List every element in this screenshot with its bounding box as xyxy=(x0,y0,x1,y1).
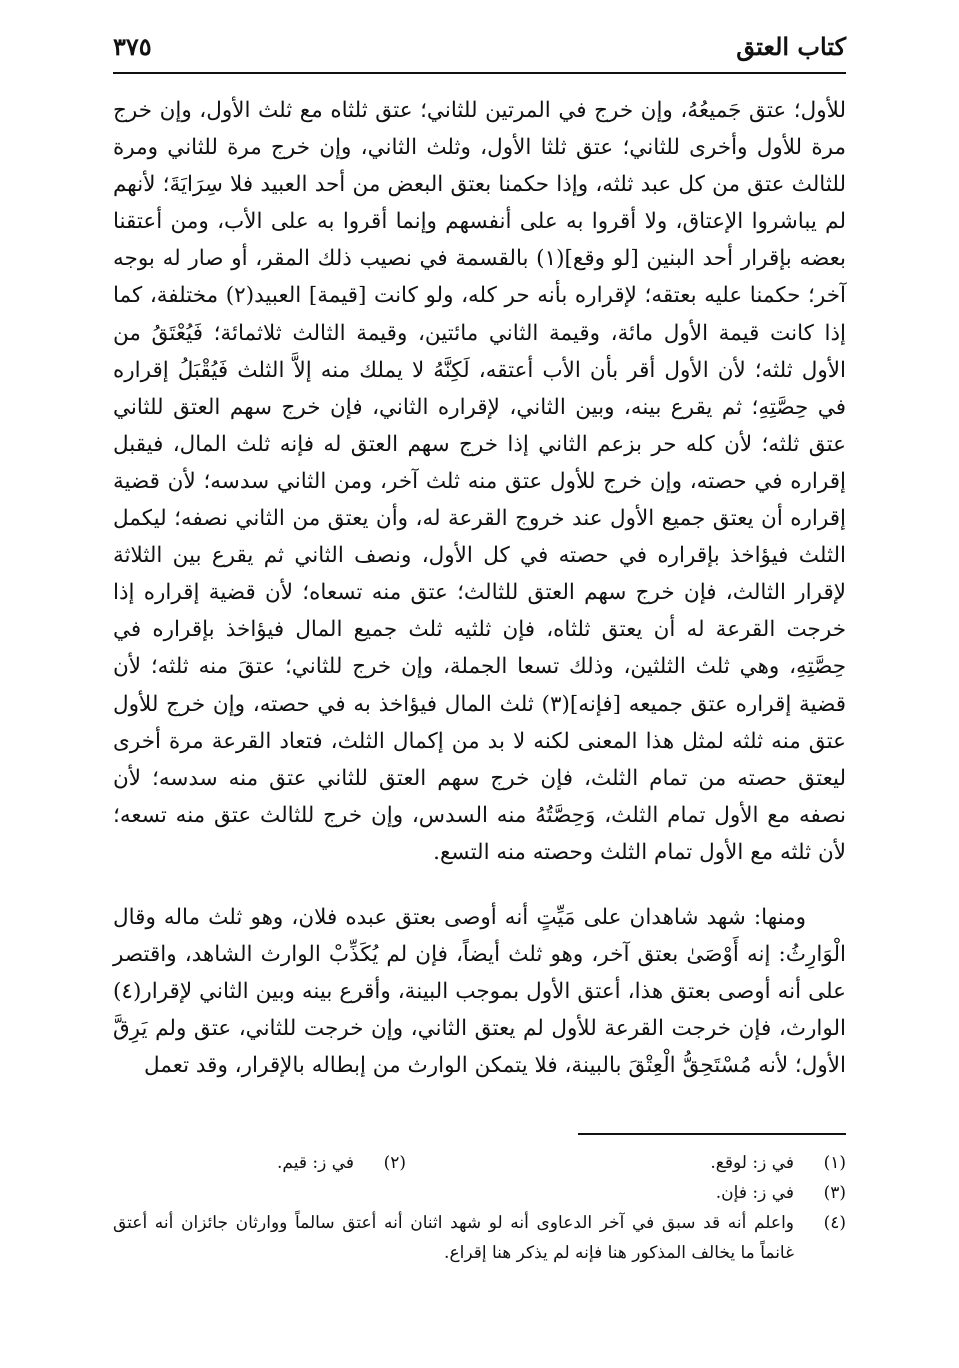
footnote-divider xyxy=(578,1133,846,1135)
footnote-3 xyxy=(113,1178,846,1208)
footnote-number: (١) xyxy=(823,1153,846,1173)
page-number: ٣٧٥ xyxy=(113,32,152,61)
footnote-text: في ز: فإن. xyxy=(715,1183,794,1203)
footnote-row xyxy=(113,1148,846,1178)
page-header xyxy=(113,28,846,74)
paragraph: للأول؛ عتق جَميعُهُ، وإن خرج في المرتين للثاني؛ عتق ثلثاه مع ثلث الأول، وإن خرج مرة للأول وأخرى للثاني؛ عتق ثلثا الأول، وثلث الثاني، وإن خرج مرة للثاني ومرة للثالث عتق من كل عبد ثلثه، وإذا حكمنا بعتق البعض من أحد العبيد فلا سِرَايَةَ؛ لأنهم لم يباشروا الإعتاق، ولا أقروا به على أنفسهم وإنما أقروا به على الأب، ومن أعتقنا بعضه بإقرار أحد البنين [لو وقع](١) بالقسمة في نصيب ذلك المقر، أو صار له بوجه آخر؛ حكمنا عليه بعتقه؛ لإقراره بأنه حر كله، ولو كانت [قيمة] العبيد(٢) مختلفة، كما إذا كانت قيمة الأول مائة، وقيمة الثاني مائتين، وقيمة الثالث ثلاثمائة؛ فَيُعْتَقُ من الأول ثلثه؛ لأن الأول أقر بأن الأب أعتقه، لَكِنَّهُ لا يملك منه إلاَّ الثلث فَيُقْبَلُ إقراره في حِصَّتِهِ؛ ثم يقرع بينه، وبين الثاني، لإقراره الثاني، فإن خرج سهم العتق للثاني عتق ثلثه؛ لأن كله حر بزعم الثاني إذا خرج سهم العتق له فإنه ثلث المال، فيقبل إقراره في حصته، وإن خرج للأول عتق منه ثلث آخر، ومن الثاني سدسه؛ لأن قضية إقراره أن يعتق جميع الأول عند خروج القرعة له، وأن يعتق من الثاني نصفه؛ ليكمل الثلث فيؤاخذ بإقراره في حصته في كل الأول، ونصف الثاني ثم يقرع بين الثلاثة لإقرار الثالث، فإن خرج سهم العتق للثالث؛ عتق منه تسعاه؛ لأن قضية إقراره إذا خرجت القرعة له أن يعتق ثلثاه، فإن ثلثيه ثلث جميع المال فيؤاخذ بإقراره في حِصَّتِهِ، وهي ثلث الثلثين، وذلك تسعا الجملة، وإن خرج للثاني؛ عتقَ منه ثلثه؛ لأن قضية إقراره عتق جميعه [فإنه](٣) ثلث المال فيؤاخذ به في حصته، وإن خرج للأول عتق منه ثلثه لمثل هذا المعنى لكنه لا بد من إكمال الثلث، فتعاد القرعة مرة أخرى ليعتق حصته من تمام الثلث، فإن خرج سهم العتق للثاني عتق منه سدسه؛ لأن نصفه مع الأول تمام الثلث، وَحِصَّتُهُ منه السدس، وإن خرج للثالث عتق منه تسعه؛ لأن ثلثه مع الأول تمام الثلث وحصته منه التسع. xyxy=(113,98,847,865)
footnotes xyxy=(113,1148,846,1268)
footnote-number: (٤) xyxy=(823,1213,846,1233)
footnote-text: واعلم أنه قد سبق في آخر الدعاوى أنه لو شهد اثنان أنه أعتق سالماً ووارثان جائزان أنه أعتق غانماً ما يخالف المذكور هنا فإنه لم يذكر هنا إقراع. xyxy=(113,1213,794,1263)
footnote-4 xyxy=(113,1208,846,1268)
footnote-number: (٣) xyxy=(823,1183,846,1203)
paragraph: ومنها: شهد شاهدان على مَيِّتٍ أنه أوصى بعتق عبده فلان، وهو ثلث ماله وقال الْوَارِثُ: إنه أَوْصَىٰ بعتق آخر، وهو ثلث أيضاً، فإن لم يُكَذِّبْ الوارث الشاهد، واقتصر على أنه أوصى بعتق هذا، أعتق الأول بموجب البينة، وأقرع بينه وبين الثاني لإقرار(٤) الوارث، فإن خرجت القرعة للأول لم يعتق الثاني، وإن خرجت للثاني، عتق ولم يَرِقَّ الأول؛ لأنه مُسْتَحِقُّ الْعِتْقَ بالبينة، فلا يتمكن الوارث من إبطاله بالإقرار، وقد تعمل xyxy=(113,904,846,1079)
footnote-2 xyxy=(277,1148,406,1178)
footnote-1 xyxy=(406,1148,846,1178)
footnote-text: في ز: لوقع. xyxy=(710,1153,794,1173)
running-title: كتاب العتق xyxy=(736,32,846,61)
footnote-number: (٢) xyxy=(383,1153,406,1173)
main-text xyxy=(113,92,846,1084)
footnote-text: في ز: قيم. xyxy=(276,1153,354,1173)
